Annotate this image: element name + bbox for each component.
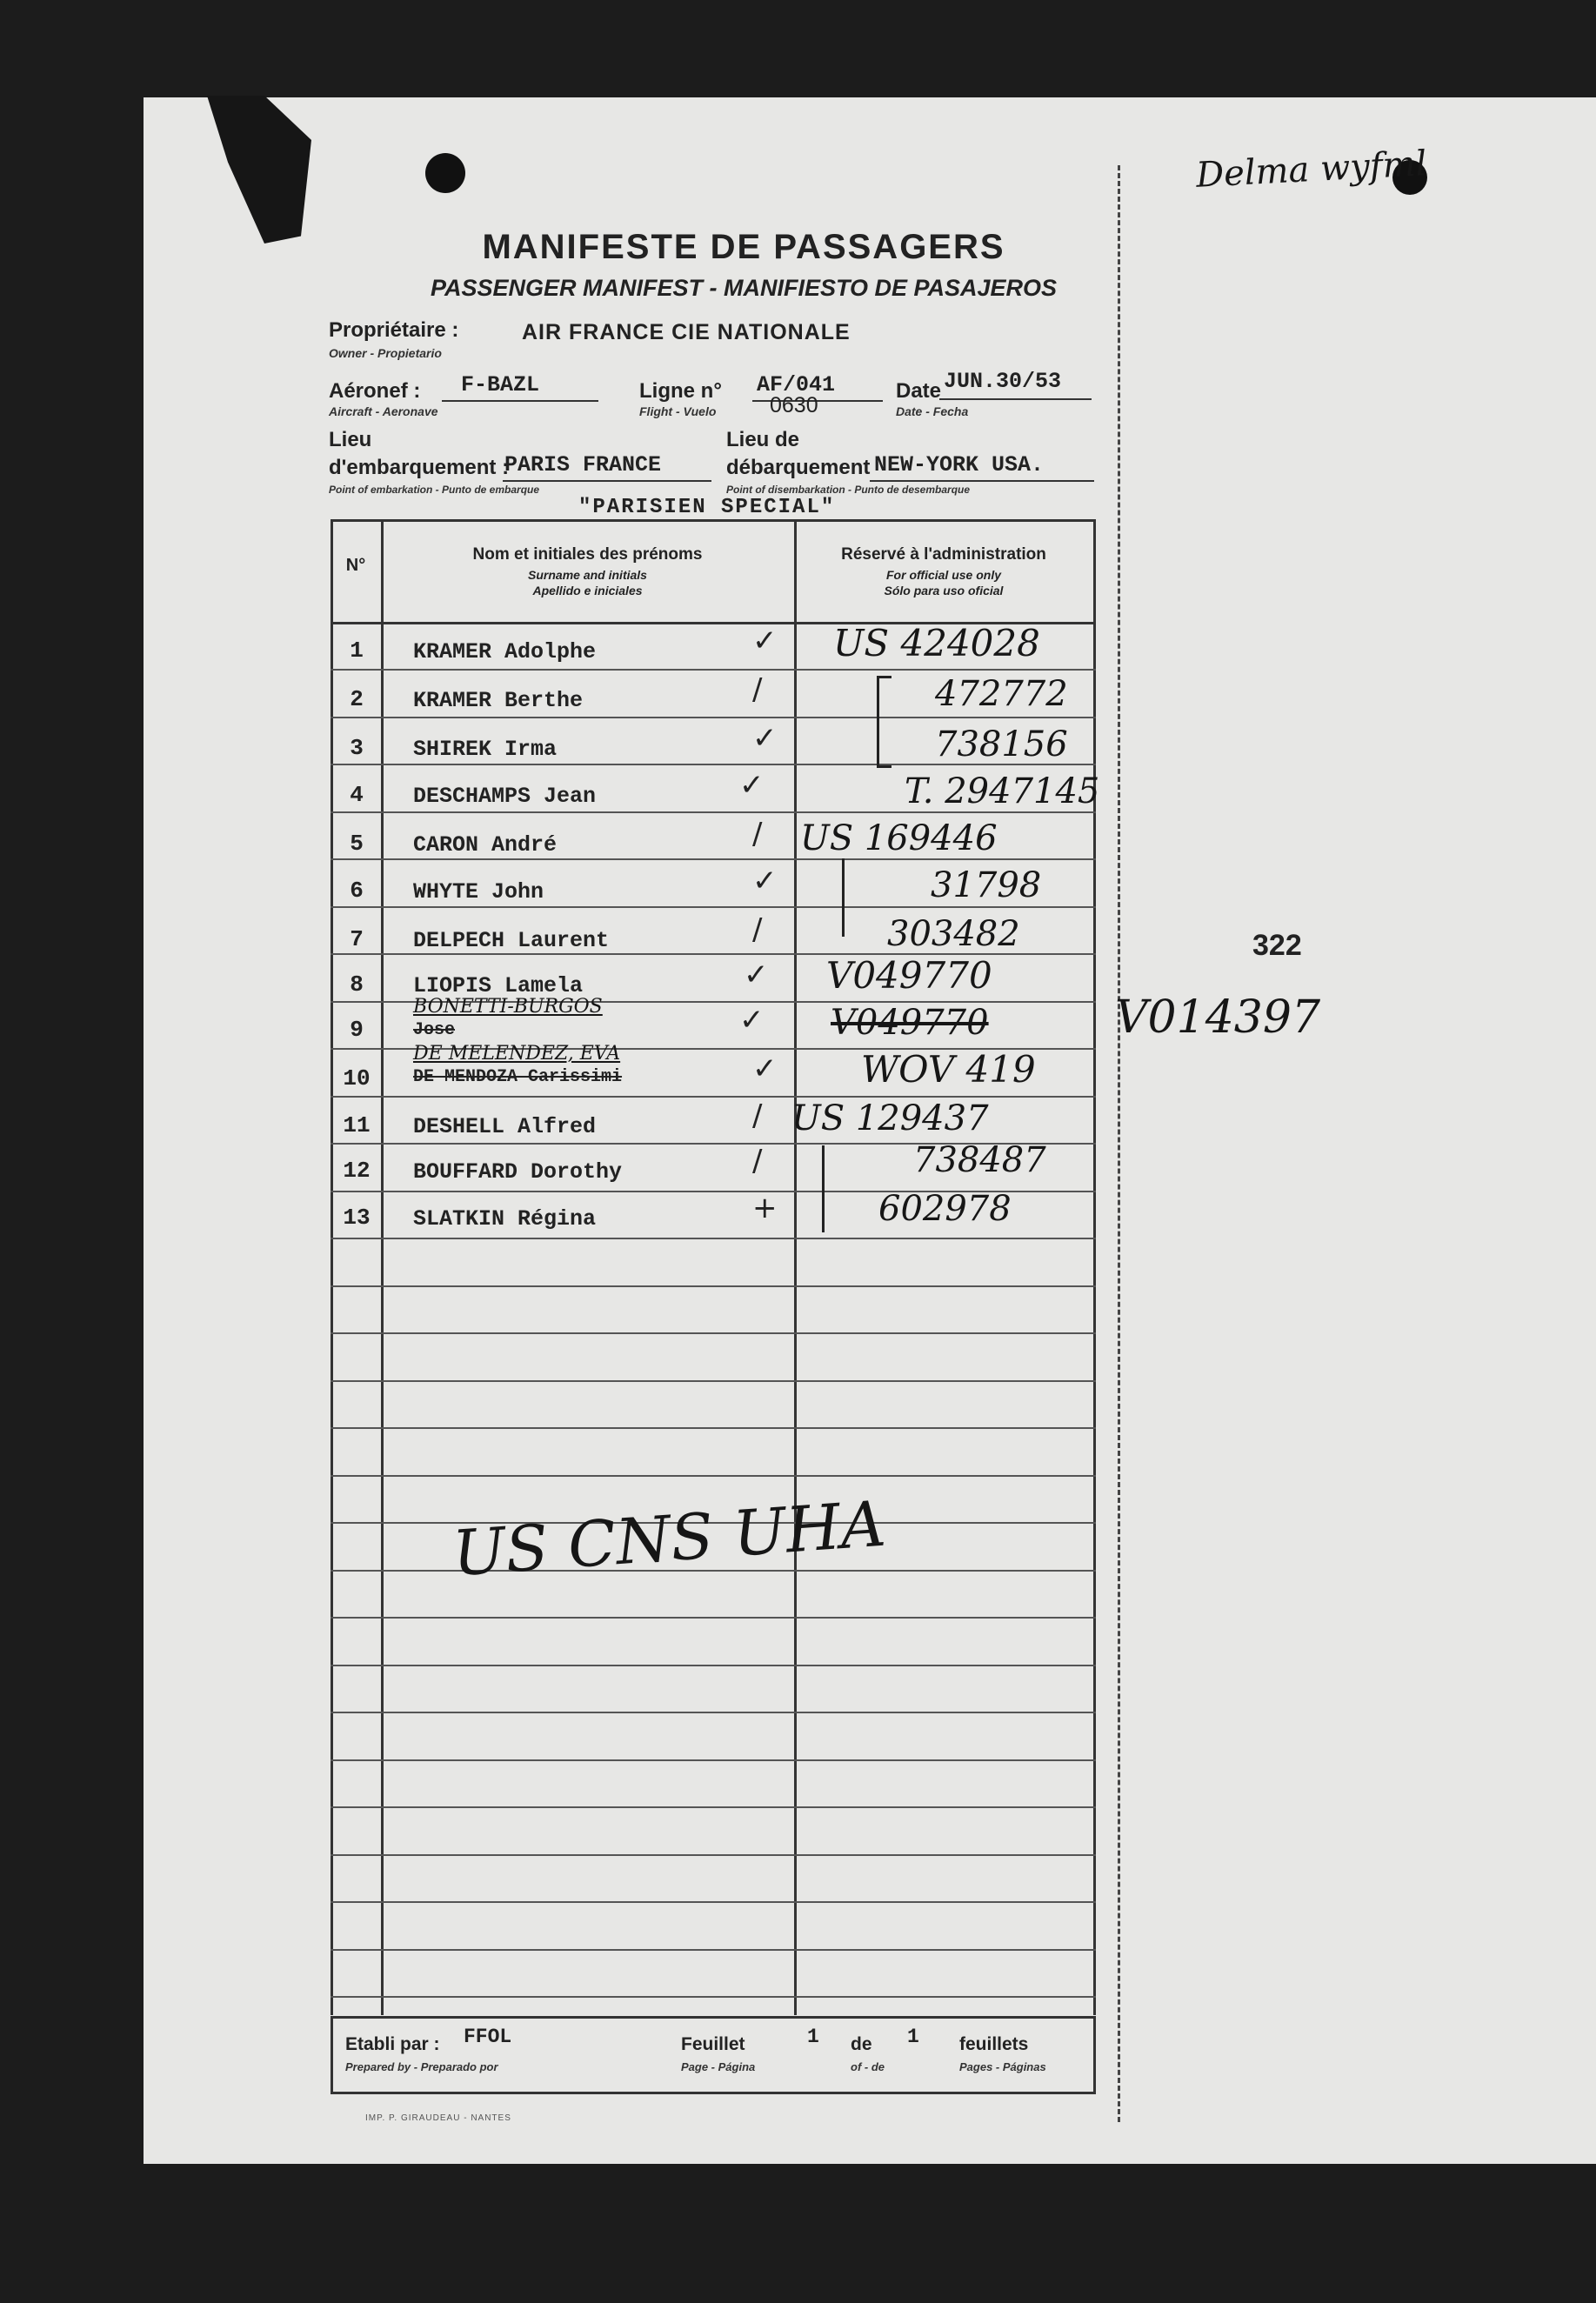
check-mark: ✓ bbox=[739, 1003, 765, 1038]
row-rule bbox=[331, 1238, 1096, 1239]
col-header-admin-en: For official use only bbox=[886, 568, 1001, 582]
date-value: JUN.30/53 bbox=[944, 369, 1062, 394]
row-rule bbox=[331, 1427, 1096, 1429]
passenger-name: DELPECH Laurent bbox=[413, 928, 610, 953]
row-number: 4 bbox=[350, 782, 364, 808]
sheets-sublabel: Pages - Páginas bbox=[959, 2060, 1046, 2073]
passenger-name: KRAMER Adolphe bbox=[413, 639, 597, 664]
check-mark: ✓ bbox=[739, 768, 765, 803]
passenger-name: KRAMER Berthe bbox=[413, 688, 584, 713]
aircraft-label: Aéronef : bbox=[329, 379, 421, 403]
printer-imprint: IMP. P. GIRAUDEAU - NANTES bbox=[365, 2113, 511, 2123]
official-entry-struck: V049770 bbox=[831, 1003, 989, 1043]
check-mark: ✓ bbox=[752, 1051, 778, 1086]
row-rule bbox=[331, 1096, 1096, 1098]
of-value: 1 bbox=[907, 2026, 919, 2048]
flight-number: 0630 bbox=[770, 393, 818, 417]
embark-underline bbox=[503, 480, 711, 482]
passenger-name-struck: DE MENDOZA Carissimi bbox=[413, 1067, 623, 1087]
row-rule bbox=[331, 1380, 1096, 1382]
col-divider-admin bbox=[794, 519, 797, 2015]
passenger-name: DESHELL Alfred bbox=[413, 1114, 597, 1139]
date-underline bbox=[939, 398, 1092, 400]
date-label: Date bbox=[896, 379, 942, 403]
embark-label-1: Lieu bbox=[329, 428, 372, 451]
row-rule bbox=[331, 1854, 1096, 1856]
flight-label: Ligne n° bbox=[639, 379, 722, 403]
check-mark: + bbox=[752, 1191, 778, 1225]
flight-sublabel: Flight - Vuelo bbox=[639, 404, 717, 418]
table-right-border bbox=[1093, 519, 1096, 2015]
col-header-name-en: Surname and initials bbox=[528, 568, 647, 582]
passenger-name-correction: BONETTI-BURGOS bbox=[413, 996, 603, 1018]
handwritten-bracket bbox=[842, 858, 845, 937]
row-number: 5 bbox=[350, 831, 364, 857]
disembark-sublabel: Point of disembarkation - Punto de desembarque bbox=[726, 484, 971, 496]
passenger-name-struck: Jose bbox=[413, 1020, 456, 1040]
row-rule bbox=[331, 1712, 1096, 1713]
margin-visa-number: V014397 bbox=[1115, 991, 1321, 1044]
passenger-name: SLATKIN Régina bbox=[413, 1206, 597, 1232]
handwritten-bracket bbox=[877, 676, 891, 768]
sheet-label: Feuillet bbox=[681, 2034, 745, 2054]
disembark-label-1: Lieu de bbox=[726, 428, 800, 451]
aircraft-underline bbox=[442, 400, 598, 402]
owner-label: Propriétaire : bbox=[329, 318, 459, 342]
footer-box bbox=[331, 2016, 1096, 2094]
official-entry: 602978 bbox=[878, 1189, 1012, 1229]
passenger-name-correction: DE MELENDEZ, EVA bbox=[413, 1043, 621, 1065]
embark-label-2: d'embarquement : bbox=[329, 456, 510, 479]
document-subtitle: PASSENGER MANIFEST - MANIFIESTO DE PASAJEROS bbox=[430, 275, 1058, 301]
sheet-value: 1 bbox=[807, 2026, 819, 2048]
disembark-label-2: débarquement bbox=[726, 456, 871, 479]
owner-sublabel: Owner - Propietario bbox=[329, 346, 442, 360]
row-rule bbox=[331, 1665, 1096, 1666]
col-header-name: Nom et initiales des prénoms bbox=[472, 545, 703, 564]
passenger-name: DESCHAMPS Jean bbox=[413, 784, 597, 809]
row-rule bbox=[331, 669, 1096, 671]
row-rule bbox=[331, 1901, 1096, 1903]
official-entry: WOV 419 bbox=[861, 1048, 1036, 1091]
handwritten-bracket bbox=[822, 1145, 825, 1232]
document-title: MANIFESTE DE PASSAGERS bbox=[482, 228, 1005, 266]
aircraft-sublabel: Aircraft - Aeronave bbox=[329, 404, 438, 418]
row-rule bbox=[331, 1806, 1096, 1808]
row-number: 7 bbox=[350, 926, 364, 952]
check-mark: ✓ bbox=[752, 624, 778, 658]
col-header-name-es: Apellido e iniciales bbox=[532, 584, 643, 597]
passenger-name: CARON André bbox=[413, 832, 558, 858]
check-mark: / bbox=[752, 1098, 763, 1133]
passenger-name: WHYTE John bbox=[413, 879, 544, 905]
official-entry: 472772 bbox=[935, 674, 1068, 714]
check-mark: ✓ bbox=[752, 864, 778, 898]
row-rule bbox=[331, 1617, 1096, 1619]
prepared-by-sublabel: Prepared by - Preparado por bbox=[345, 2060, 498, 2073]
page-number-stamp: 322 bbox=[1252, 929, 1302, 962]
passenger-table bbox=[331, 519, 1100, 2015]
row-number: 8 bbox=[350, 971, 364, 998]
check-mark: ✓ bbox=[744, 958, 769, 992]
row-rule bbox=[331, 1285, 1096, 1287]
date-sublabel: Date - Fecha bbox=[896, 404, 969, 418]
handwritten-annotation: US CNS UHA bbox=[450, 1486, 888, 1591]
embark-value: PARIS FRANCE bbox=[504, 452, 662, 477]
row-number: 2 bbox=[350, 686, 364, 712]
aircraft-value: F-BAZL bbox=[461, 372, 540, 397]
official-entry: V049770 bbox=[826, 954, 992, 997]
col-header-no: N° bbox=[345, 556, 366, 575]
sheet-sublabel: Page - Página bbox=[681, 2060, 756, 2073]
prepared-by-value: FFOL bbox=[464, 2026, 512, 2048]
perforation-line bbox=[1118, 165, 1120, 2122]
row-number: 13 bbox=[343, 1205, 371, 1231]
official-entry: 738156 bbox=[935, 724, 1068, 764]
sheets-label: feuillets bbox=[959, 2034, 1029, 2054]
row-number: 3 bbox=[350, 735, 364, 761]
row-number: 6 bbox=[350, 878, 364, 904]
row-rule bbox=[331, 811, 1096, 813]
of-label: de bbox=[851, 2034, 872, 2054]
row-rule bbox=[331, 1949, 1096, 1951]
owner-value: AIR FRANCE CIE NATIONALE bbox=[522, 320, 851, 344]
row-number: 1 bbox=[350, 637, 364, 664]
row-number: 11 bbox=[343, 1112, 371, 1138]
check-mark: / bbox=[752, 817, 763, 851]
row-rule bbox=[331, 1759, 1096, 1761]
row-number: 10 bbox=[343, 1065, 371, 1091]
passenger-name: LIOPIS Lamela bbox=[413, 973, 584, 998]
check-mark: ✓ bbox=[752, 721, 778, 756]
col-header-admin-es: Sólo para uso oficial bbox=[884, 584, 1004, 597]
of-sublabel: of - de bbox=[851, 2060, 885, 2073]
prepared-by-label: Etabli par : bbox=[345, 2034, 440, 2054]
official-entry: T. 2947145 bbox=[905, 771, 1100, 811]
flight-value: AF/041 bbox=[757, 372, 836, 397]
margin-note: Delma wyfml bbox=[1194, 144, 1428, 196]
passenger-name: SHIREK Irma bbox=[413, 737, 558, 762]
official-entry: US 129437 bbox=[791, 1098, 989, 1138]
table-top-border bbox=[331, 519, 1096, 522]
official-entry: US 169446 bbox=[800, 818, 998, 858]
disembark-value: NEW-YORK USA. bbox=[874, 452, 1045, 477]
official-entry: 303482 bbox=[887, 914, 1020, 954]
row-rule bbox=[331, 1332, 1096, 1334]
check-mark: / bbox=[752, 1144, 763, 1178]
row-number: 12 bbox=[343, 1158, 371, 1184]
col-header-admin: Réservé à l'administration bbox=[841, 545, 1046, 564]
official-entry: US 424028 bbox=[833, 622, 1040, 664]
row-rule bbox=[331, 1996, 1096, 1998]
official-entry: 738487 bbox=[913, 1140, 1046, 1180]
check-mark: / bbox=[752, 912, 763, 947]
disembark-underline bbox=[870, 480, 1094, 482]
row-rule bbox=[331, 906, 1096, 908]
row-number: 9 bbox=[350, 1017, 364, 1043]
row-rule bbox=[331, 1475, 1096, 1477]
special-flight-stamp: "PARISIEN SPECIAL" bbox=[578, 496, 836, 519]
punch-hole bbox=[425, 153, 465, 193]
row-rule bbox=[331, 858, 1096, 860]
passenger-name: BOUFFARD Dorothy bbox=[413, 1159, 623, 1185]
official-entry: 31798 bbox=[931, 865, 1042, 905]
embark-sublabel: Point of embarkation - Punto de embarque bbox=[329, 484, 540, 496]
check-mark: / bbox=[752, 672, 763, 707]
row-rule bbox=[331, 717, 1096, 718]
